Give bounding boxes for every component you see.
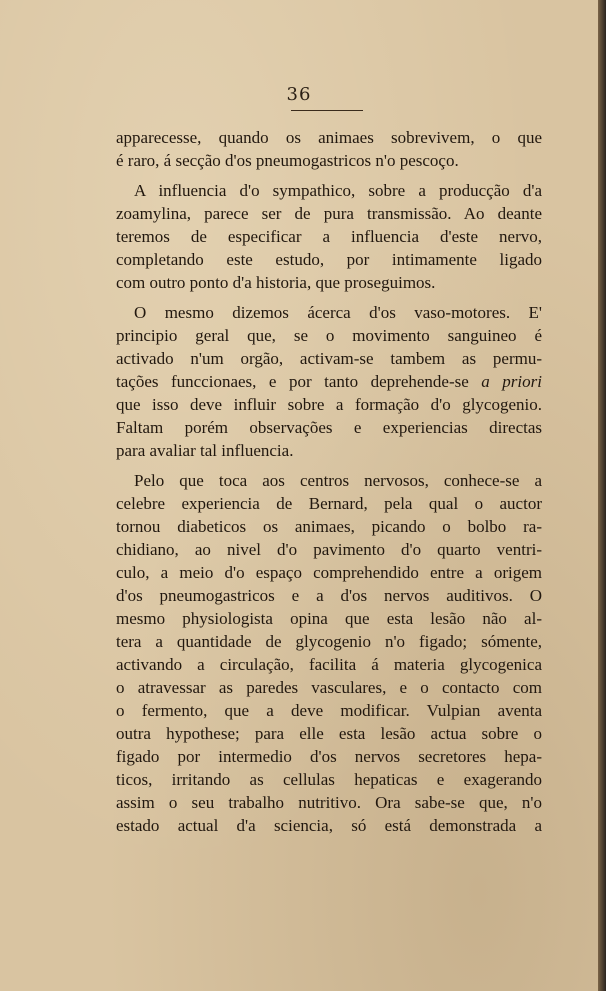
page-header [0,84,598,105]
text-line: culo, a meio d'o espaço comprehendido entre a origem [116,563,542,582]
text-line: com outro ponto d'a historia, que proseguimos. [116,273,436,292]
paragraph [116,179,542,294]
text-line: apparecesse, quando os animaes sobrevivem, o que [116,128,542,147]
text-line: tera a quantidade de glycogenio n'o figado; sómente, [116,632,542,651]
text-line: é raro, á secção d'os pneumogastricos n'o pescoço. [116,151,459,170]
text-line: assim o seu trabalho nutritivo. Ora sabe-se que, n'o [116,793,542,812]
text-line: tações funccionaes, e por tanto deprehende-se a priori [116,372,542,391]
text-line: o atravessar as paredes vasculares, e o contacto com [116,678,542,697]
text-line: o fermento, que a deve modificar. Vulpian aventa [116,701,542,720]
text-line: figado por intermedio d'os nervos secretores hepa- [116,747,542,766]
page-edge-shadow [598,0,606,991]
text-line: activando a circulação, facilita á materia glycogenica [116,655,542,674]
text-line: chidiano, ao nivel d'o pavimento d'o quarto ventri- [116,540,542,559]
text-line: d'os pneumogastricos e a d'os nervos auditivos. O [116,586,542,605]
text-line: Pelo que toca aos centros nervosos, conhece-se a [134,471,542,490]
text-line: teremos de especificar a influencia d'este nervo, [116,227,542,246]
text-line: completando este estudo, por intimamente ligado [116,250,542,269]
text-line: principio geral que, se o movimento sanguineo é [116,326,542,345]
page-number: 36 [286,84,312,105]
text-line: para avaliar tal influencia. [116,441,294,460]
text-line: celebre experiencia de Bernard, pela qual o auctor [116,494,542,513]
text-line: zoamylina, parece ser de pura transmissão. Ao deante [116,204,542,223]
paragraph [116,469,542,837]
paragraph [116,126,542,172]
text-line: A influencia d'o sympathico, sobre a producção d'a [134,181,542,200]
text-line: tornou diabeticos os animaes, picando o bolbo ra- [116,517,542,536]
header-rule [291,110,363,111]
text-line: outra hypothese; para elle esta lesão actua sobre o [116,724,542,743]
text-line: que isso deve influir sobre a formação d'o glycogenio. [116,395,542,414]
text-line: mesmo physiologista opina que esta lesão não al- [116,609,542,628]
italic-phrase: a priori [481,372,542,391]
paragraph [116,301,542,462]
text-line: estado actual d'a sciencia, só está demonstrada a [116,816,542,835]
text-line: O mesmo dizemos ácerca d'os vaso-motores. E' [134,303,542,322]
text-line: activado n'um orgão, activam-se tambem as permu- [116,349,542,368]
body-text [116,126,542,844]
text-line: Faltam porém observações e experiencias directas [116,418,542,437]
text-line: ticos, irritando as cellulas hepaticas e exagerando [116,770,542,789]
